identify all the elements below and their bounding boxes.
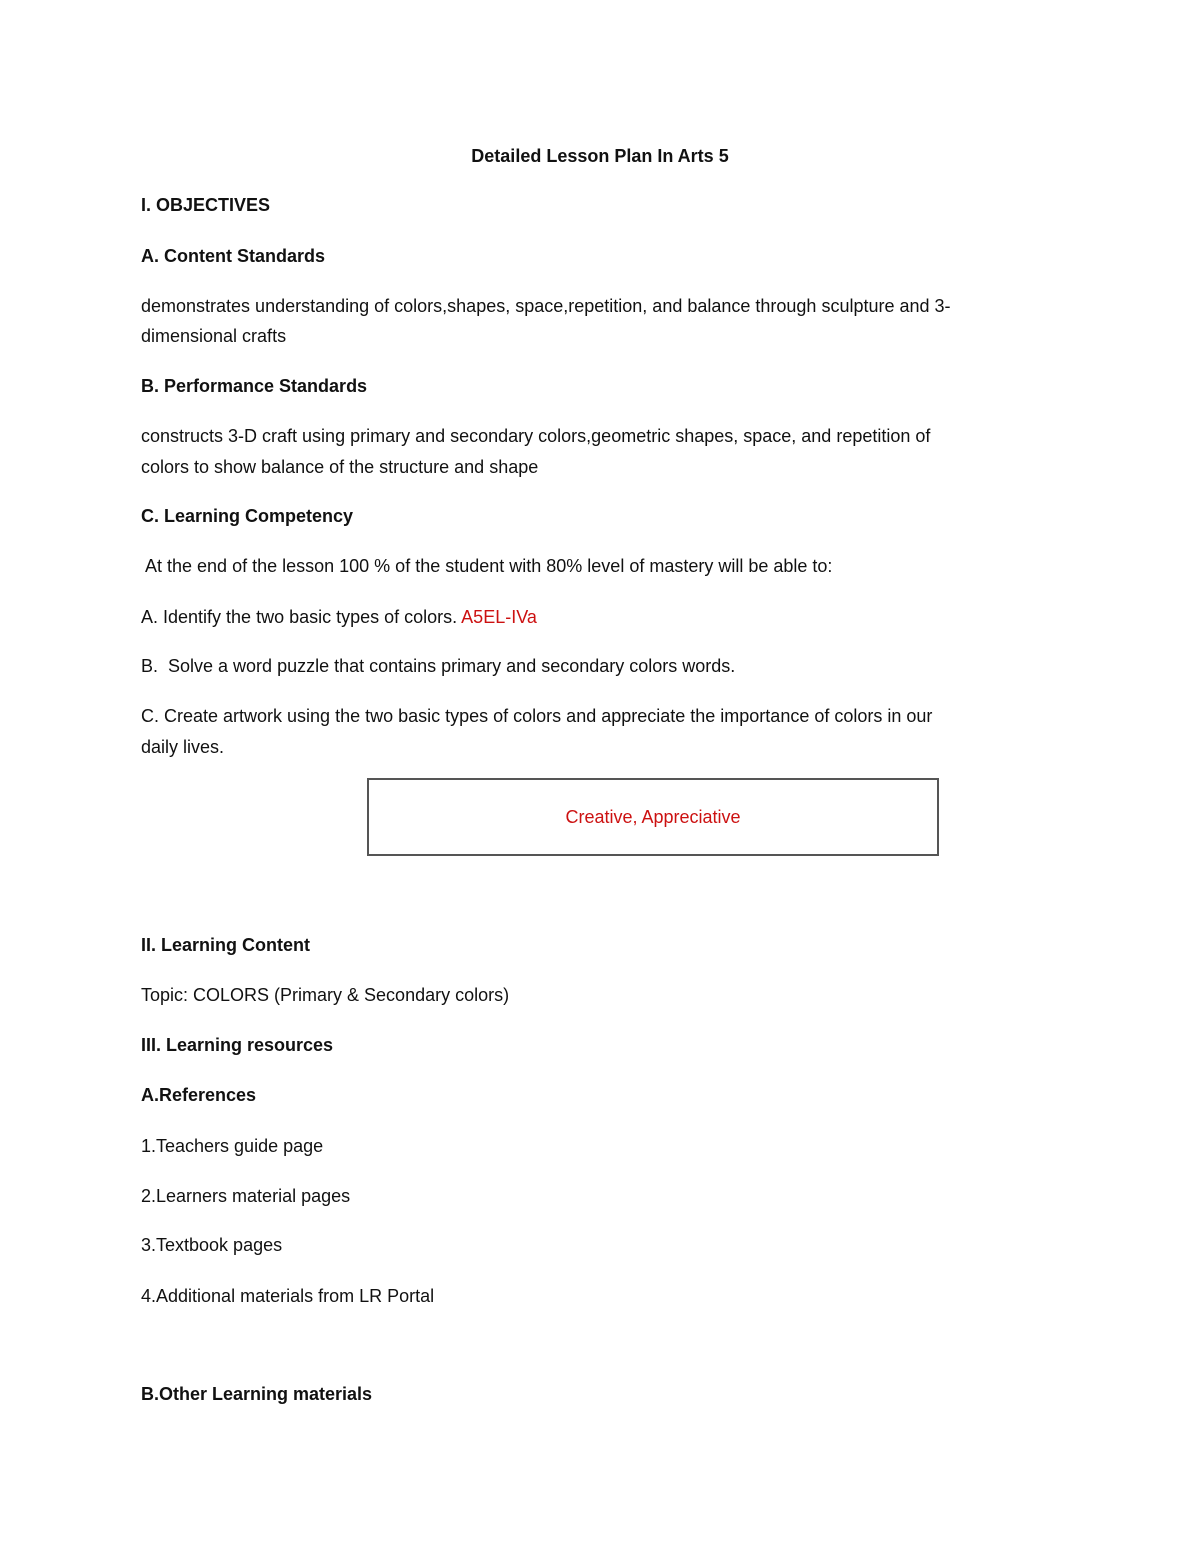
objectives-heading: I. OBJECTIVES bbox=[141, 195, 271, 215]
values-box bbox=[367, 778, 939, 856]
objective-item-c-line1: C. Create artwork using the two basic types of colors and appreciate the importance of colors in our bbox=[141, 706, 933, 726]
objective-item-a-text: A. Identify the two basic types of colors. bbox=[141, 607, 462, 627]
reference-item: 4.Additional materials from LR Portal bbox=[141, 1286, 435, 1306]
performance-standards-heading: B. Performance Standards bbox=[141, 376, 368, 396]
references-heading: A.References bbox=[141, 1085, 257, 1105]
learning-competency-heading: C. Learning Competency bbox=[141, 506, 354, 526]
performance-standards-text-line1: constructs 3-D craft using primary and secondary colors,geometric shapes, space, and repetition of bbox=[141, 426, 931, 446]
reference-item: 2.Learners material pages bbox=[141, 1186, 351, 1206]
topic-text: Topic: COLORS (Primary & Secondary colors) bbox=[141, 985, 510, 1005]
content-standards-text-line2: dimensional crafts bbox=[141, 326, 287, 346]
objective-item-b: B. Solve a word puzzle that contains primary and secondary colors words. bbox=[141, 656, 736, 676]
reference-item: 3.Textbook pages bbox=[141, 1235, 283, 1255]
other-learning-materials-heading: B.Other Learning materials bbox=[141, 1384, 373, 1404]
performance-standards-text-line2: colors to show balance of the structure and shape bbox=[141, 457, 539, 477]
learning-competency-intro: At the end of the lesson 100 % of the student with 80% level of mastery will be able to: bbox=[141, 556, 833, 576]
learning-resources-heading: III. Learning resources bbox=[141, 1035, 334, 1055]
values-text: Creative, Appreciative bbox=[565, 806, 741, 827]
competency-code: A5EL-IVa bbox=[461, 607, 537, 627]
document-title: Detailed Lesson Plan In Arts 5 bbox=[471, 146, 729, 166]
reference-item: 1.Teachers guide page bbox=[141, 1136, 324, 1156]
content-standards-heading: A. Content Standards bbox=[141, 246, 326, 266]
objective-item-a bbox=[141, 602, 537, 632]
content-standards-text-line1: demonstrates understanding of colors,shapes, space,repetition, and balance through sculpture and 3- bbox=[141, 296, 951, 316]
objective-item-c-line2: daily lives. bbox=[141, 737, 225, 757]
learning-content-heading: II. Learning Content bbox=[141, 935, 310, 955]
